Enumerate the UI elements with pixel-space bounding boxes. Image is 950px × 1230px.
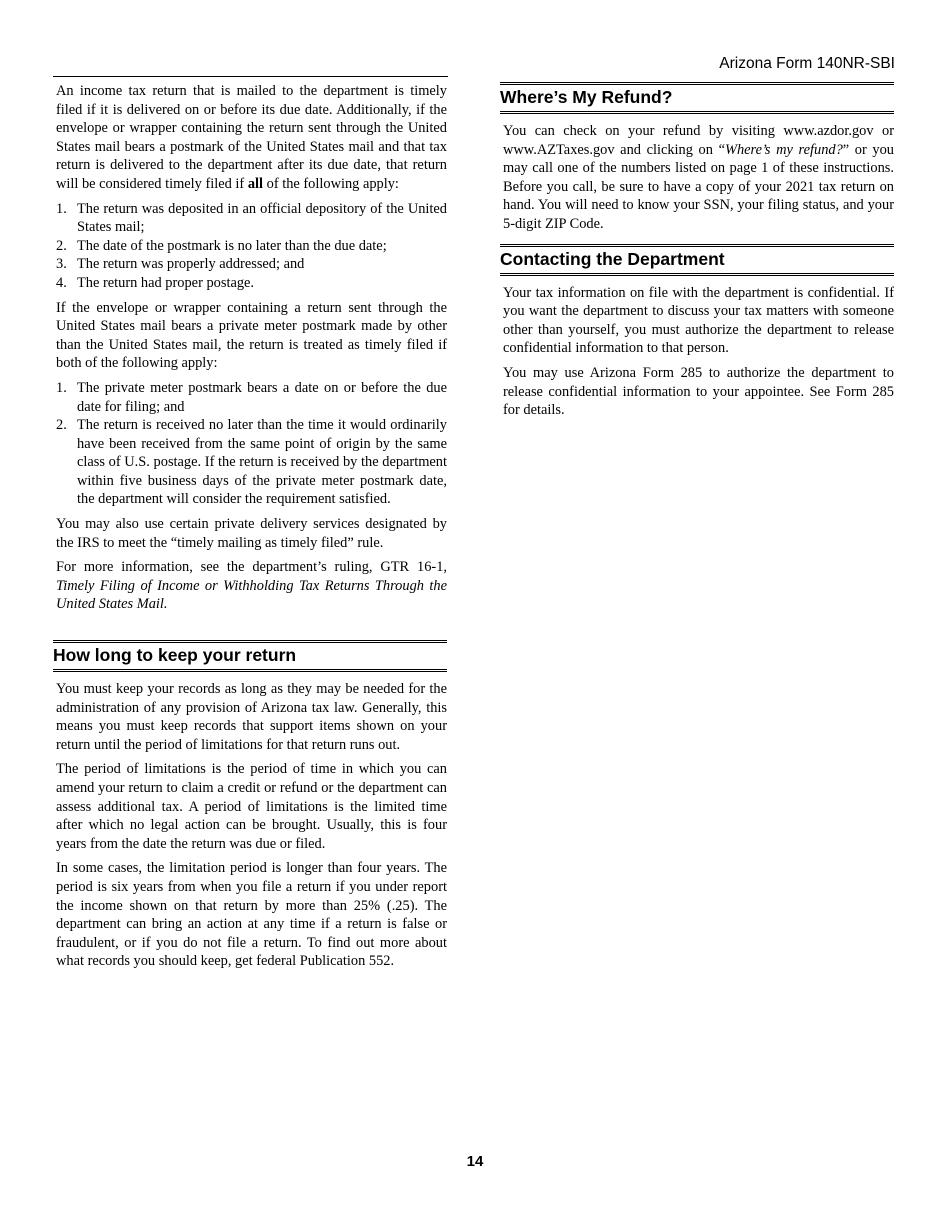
keep-paragraph-1: You must keep your records as long as they may be needed for the administration of any provision of Arizona tax law. Generally, this means you must keep records that support items shown on your return until the period of limitations for that return runs out. (56, 681, 447, 753)
form-title: Arizona Form 140NR-SBI (719, 55, 895, 72)
list-item: 1. The private meter postmark bears a date on or before the due date for filing; and (56, 379, 447, 415)
keep-paragraph-3: In some cases, the limitation period is longer than four years. The period is six years from when you file a return if you under report the income shown on that return by more than 25% (.25). The department can bring an action at any time if a return is false or fraudulent, or if you do not file a return. To find out more about what records you should keep, get federal Publication 552. (56, 860, 447, 970)
contact-paragraph-1: Your tax information on file with the department is confidential. If you want the department to discuss your tax matters with someone other than yourself, you must authorize the department to release confidential information to that person. (503, 284, 894, 357)
postmark-requirements-list (56, 200, 447, 293)
refund-paragraph: You can check on your refund by visiting www.azdor.gov or www.AZTaxes.gov and clicking on “Where’s my refund?” or you may call one of the numbers listed on page 1 of these instructions. Before you call, be sure to have a copy of your 2021 tax return on hand. You will need to know your SSN, your filing status, and your 5-digit ZIP Code. (503, 123, 894, 232)
list-item: 3. The return was properly addressed; and (56, 256, 305, 273)
list-item: 2. The return is received no later than the time it would ordinarily have been received from the same point of origin by the same class of U.S. postage. If the return is received by the department within five business days of the private meter postmark date, the department will consider the requirement satisfied. (56, 417, 447, 508)
list-item: 4. The return had proper postage. (56, 274, 255, 291)
right-column (500, 82, 894, 426)
keep-return-heading: How long to keep your return (53, 640, 447, 672)
page-number: 14 (466, 1153, 484, 1170)
left-column (53, 82, 447, 977)
contact-paragraph-2: You may use Arizona Form 285 to authorize the department to release confidential information to your appointee. See Form 285 for details. (503, 364, 894, 419)
contact-heading: Contacting the Department (500, 244, 894, 276)
left-column-rule (53, 76, 448, 77)
list-item: 1. The return was deposited in an official depository of the United States mail; (56, 200, 447, 236)
private-meter-list (56, 379, 447, 509)
list-item: 2. The date of the postmark is no later than the due date; (56, 237, 387, 254)
private-delivery-paragraph: You may also use certain private delivery services designated by the IRS to meet the “timely mailing as timely filed” rule. (56, 516, 447, 551)
private-meter-paragraph: If the envelope or wrapper containing a return sent through the United States mail bears a private meter postmark made by other than the United States mail, the return is treated as timely filed if both of the following apply: (56, 299, 447, 372)
ruling-paragraph: For more information, see the department’s ruling, GTR 16-1, Timely Filing of Income or Withholding Tax Returns Through the United States Mail. (56, 559, 447, 613)
keep-paragraph-2: The period of limitations is the period of time in which you can amend your return to claim a credit or refund or the department can assess additional tax. A period of limitations is the limited time after which no legal action can be brought. Usually, this is four years from the date the return was due or filed. (56, 761, 447, 852)
refund-heading: Where’s My Refund? (500, 82, 894, 114)
intro-paragraph: An income tax return that is mailed to the department is timely filed if it is delivered on or before its due date. Additionally, if the envelope or wrapper containing the return sent through the United States mail bears a postmark of the United States mail and that tax return is delivered to the department after its due date, that return will be considered timely filed if all of the following apply: (56, 83, 447, 192)
